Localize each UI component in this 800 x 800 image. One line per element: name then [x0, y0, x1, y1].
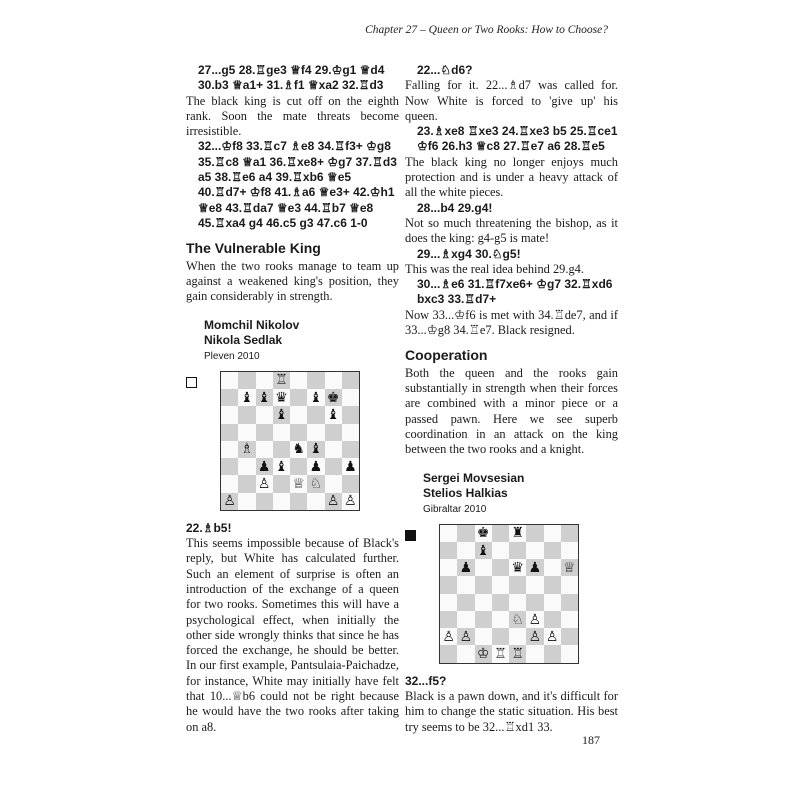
right-column	[405, 63, 618, 735]
board-square	[526, 645, 543, 662]
board-square	[342, 424, 359, 441]
board-square	[544, 611, 561, 628]
black-to-move-icon	[405, 530, 416, 541]
board-square	[342, 389, 359, 406]
black-bishop-icon: ♝	[257, 389, 271, 406]
white-queen-icon: ♕	[292, 475, 305, 492]
board-square	[273, 372, 290, 389]
board-square	[325, 475, 342, 492]
board-square	[457, 542, 474, 559]
paragraph: Now 33...♔f6 is met with 34.♖de7, and if 33...♔g8 34.♖e7. Black resigned.	[405, 307, 618, 338]
black-pawn-icon: ♟	[257, 458, 271, 475]
board-square	[457, 576, 474, 593]
board-square	[273, 493, 290, 510]
board-square	[526, 576, 543, 593]
board-square	[238, 493, 255, 510]
board-square	[256, 406, 273, 423]
board-square	[492, 628, 509, 645]
move-text: 27...g5 28.♖ge3 ♕f4 29.♔g1 ♕d4 30.b3 ♕a1+ 31.♗f1 ♕xa2 32.♖d3	[198, 63, 385, 93]
white-rook-icon: ♖	[511, 646, 524, 663]
black-pawn-icon: ♟	[309, 458, 323, 475]
paragraph: When the two rooks manage to team up against a weakened king's position, they gain considerably in strength.	[186, 258, 399, 304]
board-square	[561, 594, 578, 611]
board-square	[457, 525, 474, 542]
black-pawn-icon: ♟	[528, 559, 542, 576]
paragraph: The black king is cut off on the eighth rank. Soon the mate threats become irresistible.	[186, 93, 399, 139]
chess-diagram-2	[405, 524, 618, 668]
board-square	[256, 458, 273, 475]
board-square	[290, 475, 307, 492]
board-square	[457, 559, 474, 576]
board-square	[544, 542, 561, 559]
white-pawn-icon: ♙	[528, 611, 542, 628]
board-square	[561, 559, 578, 576]
player-black: Stelios Halkias	[423, 486, 508, 501]
board-square	[492, 576, 509, 593]
white-pawn-icon: ♙	[326, 493, 340, 510]
white-pawn-icon: ♙	[528, 628, 542, 645]
game-players	[423, 471, 618, 501]
board-square	[342, 493, 359, 510]
board-square	[273, 475, 290, 492]
board-square	[221, 458, 238, 475]
board-square	[544, 594, 561, 611]
board-square	[273, 441, 290, 458]
board-square	[561, 628, 578, 645]
board-square	[440, 525, 457, 542]
black-rook-icon: ♜	[511, 525, 524, 542]
board-square	[509, 559, 526, 576]
board-square	[526, 628, 543, 645]
board-square	[440, 542, 457, 559]
board-square	[526, 542, 543, 559]
board-square	[509, 542, 526, 559]
board-square	[290, 493, 307, 510]
board-square	[440, 628, 457, 645]
board-square	[457, 594, 474, 611]
player-white: Sergei Movsesian	[423, 471, 525, 486]
board-square	[238, 389, 255, 406]
board-square	[325, 458, 342, 475]
board-square	[457, 645, 474, 662]
board-square	[273, 389, 290, 406]
page-number: 187	[582, 733, 600, 747]
white-bishop-icon: ♗	[240, 441, 254, 458]
board-square	[221, 406, 238, 423]
paragraph: Both the queen and the rooks gain substantially in strength when their forces are combined with a minor piece or a passed pawn. Here we see superb coordination in an attack on the king between the two rooks and a knight.	[405, 365, 618, 457]
move-text: 30...♗e6 31.♖f7xe6+ ♔g7 32.♖xd6 bxc3 33.♖d7+	[417, 277, 613, 307]
white-queen-icon: ♕	[563, 559, 576, 576]
black-queen-icon: ♛	[511, 559, 524, 576]
board-square	[492, 525, 509, 542]
board-square	[290, 372, 307, 389]
game-event: Gibraltar 2010	[423, 504, 487, 516]
chess-board	[439, 524, 579, 664]
board-square	[290, 458, 307, 475]
board-square	[221, 389, 238, 406]
black-king-icon: ♚	[476, 525, 490, 542]
white-knight-icon: ♘	[309, 475, 323, 492]
white-knight-icon: ♘	[511, 611, 524, 628]
board-square	[307, 458, 324, 475]
black-knight-icon: ♞	[292, 441, 305, 458]
board-square	[475, 594, 492, 611]
board-square	[526, 525, 543, 542]
board-square	[238, 458, 255, 475]
white-pawn-icon: ♙	[459, 628, 473, 645]
board-square	[440, 559, 457, 576]
board-square	[526, 611, 543, 628]
white-rook-icon: ♖	[494, 646, 507, 663]
board-square	[256, 424, 273, 441]
board-square	[290, 424, 307, 441]
board-square	[342, 458, 359, 475]
board-square	[526, 594, 543, 611]
board-square	[475, 559, 492, 576]
board-square	[342, 441, 359, 458]
board-square	[273, 458, 290, 475]
board-square	[475, 645, 492, 662]
board-square	[307, 389, 324, 406]
white-pawn-icon: ♙	[257, 475, 271, 492]
board-square	[440, 645, 457, 662]
board-square	[221, 441, 238, 458]
black-bishop-icon: ♝	[326, 406, 340, 423]
board-square	[509, 576, 526, 593]
board-square	[544, 559, 561, 576]
board-square	[509, 645, 526, 662]
board-square	[561, 542, 578, 559]
board-square	[307, 406, 324, 423]
board-square	[221, 424, 238, 441]
board-square	[544, 525, 561, 542]
move-text: 32...f5?	[405, 673, 447, 688]
board-square	[475, 628, 492, 645]
paragraph: The black king no longer enjoys much protection and is under a heavy attack of all the white pieces.	[405, 154, 618, 200]
white-pawn-icon: ♙	[545, 628, 559, 645]
section-heading: Cooperation	[405, 347, 488, 364]
board-square	[307, 372, 324, 389]
board-square	[475, 611, 492, 628]
game-event: Pleven 2010	[204, 351, 260, 363]
move-text: 22...♘d6?	[417, 63, 473, 77]
board-square	[544, 628, 561, 645]
board-square	[325, 372, 342, 389]
left-column	[186, 63, 399, 735]
board-square	[492, 542, 509, 559]
board-square	[475, 525, 492, 542]
black-bishop-icon: ♝	[309, 389, 323, 406]
board-square	[325, 406, 342, 423]
move-text: 23.♗xe8 ♖xe3 24.♖xe3 b5 25.♖ce1 ♔f6 26.h3 ♕c8 27.♖e7 a6 28.♖e5	[417, 124, 618, 154]
board-square	[238, 424, 255, 441]
white-rook-icon: ♖	[275, 372, 288, 389]
board-square	[238, 441, 255, 458]
board-square	[475, 542, 492, 559]
board-square	[256, 441, 273, 458]
paragraph: Not so much threatening the bishop, as it does the king: g4-g5 is mate!	[405, 215, 618, 246]
black-pawn-icon: ♟	[459, 559, 473, 576]
board-square	[492, 594, 509, 611]
board-square	[440, 611, 457, 628]
board-square	[440, 576, 457, 593]
board-square	[342, 406, 359, 423]
white-pawn-icon: ♙	[442, 628, 455, 645]
board-square	[440, 594, 457, 611]
board-square	[544, 576, 561, 593]
board-square	[457, 611, 474, 628]
board-square	[238, 372, 255, 389]
paragraph: Black is a pawn down, and it's difficult for him to change the static situation. His best try seems to be 32...♖xd1 33.	[405, 689, 618, 734]
black-bishop-icon: ♝	[275, 406, 288, 423]
board-square	[509, 594, 526, 611]
move-text: 22.♗b5!	[186, 520, 232, 535]
board-square	[290, 389, 307, 406]
paragraph: Falling for it. 22...♗d7 was called for. Now White is forced to 'give up' his queen.	[405, 78, 618, 123]
board-square	[256, 389, 273, 406]
board-square	[221, 372, 238, 389]
board-square	[561, 525, 578, 542]
board-square	[256, 493, 273, 510]
board-square	[221, 493, 238, 510]
paragraph: This was the real idea behind 29.g4.	[405, 261, 584, 276]
board-square	[561, 645, 578, 662]
board-square	[509, 611, 526, 628]
board-square	[342, 475, 359, 492]
chapter-header: Chapter 27 – Queen or Two Rooks: How to Choose?	[365, 24, 608, 36]
white-pawn-icon: ♙	[223, 493, 236, 510]
board-square	[492, 645, 509, 662]
board-square	[290, 406, 307, 423]
board-square	[325, 389, 342, 406]
black-bishop-icon: ♝	[240, 389, 254, 406]
board-square	[307, 424, 324, 441]
board-square	[325, 441, 342, 458]
black-bishop-icon: ♝	[476, 542, 490, 559]
board-square	[290, 441, 307, 458]
player-black: Nikola Sedlak	[204, 333, 283, 348]
section-heading: The Vulnerable King	[186, 240, 321, 257]
chess-board	[220, 371, 360, 511]
board-square	[561, 611, 578, 628]
board-square	[475, 576, 492, 593]
black-queen-icon: ♛	[275, 389, 288, 406]
board-square	[307, 475, 324, 492]
board-square	[492, 611, 509, 628]
game-players	[204, 318, 399, 348]
board-square	[509, 628, 526, 645]
board-square	[273, 424, 290, 441]
board-square	[238, 406, 255, 423]
black-pawn-icon: ♟	[344, 458, 357, 475]
board-square	[256, 372, 273, 389]
black-king-icon: ♚	[326, 389, 340, 406]
board-square	[492, 559, 509, 576]
white-pawn-icon: ♙	[344, 493, 357, 510]
black-bishop-icon: ♝	[275, 458, 288, 475]
board-square	[256, 475, 273, 492]
board-square	[307, 493, 324, 510]
board-square	[325, 424, 342, 441]
move-text: 32...♔f8 33.♖c7 ♗e8 34.♖f3+ ♔g8 35.♖c8 ♕a1 36.♖xe8+ ♔g7 37.♖d3 a5 38.♖e6 a4 39.♖xb6 ♕e5 40.♖d7+ ♔f8 41.♗a6 ♕e3+ 42.♔h1 ♕e8 43.♖da7 ♕e3 44.♖b7 ♕e8 45.♖xa4 g4 46.c5 g3 47.c6 1-0	[198, 139, 397, 230]
board-square	[509, 525, 526, 542]
move-text: 29...♗xg4 30.♘g5!	[417, 246, 521, 261]
white-king-icon: ♔	[476, 646, 490, 663]
board-square	[526, 559, 543, 576]
board-square	[221, 475, 238, 492]
board-square	[457, 628, 474, 645]
chess-diagram-1	[186, 371, 399, 515]
board-square	[325, 493, 342, 510]
board-square	[273, 406, 290, 423]
board-square	[544, 645, 561, 662]
board-square	[561, 576, 578, 593]
paragraph: This seems impossible because of Black's reply, but White has calculated further. Such an element of surprise is often an introduction of the exchange of a queen for two rooks. Sometimes this will have a psychological effect, when initially the other side wrongly thinks that since he has forced the exchange, he should be better. In our first example, Pantsulaia-Paichadze, for instance, White may initially have felt that 10...♕b6 could not be right because he would have the two rooks after taking on a8.	[186, 536, 399, 734]
player-white: Momchil Nikolov	[204, 318, 300, 333]
white-to-move-icon	[186, 377, 197, 388]
board-square	[342, 372, 359, 389]
move-text: 28...b4 29.g4!	[417, 200, 493, 215]
black-bishop-icon: ♝	[309, 441, 323, 458]
board-square	[307, 441, 324, 458]
board-square	[238, 475, 255, 492]
